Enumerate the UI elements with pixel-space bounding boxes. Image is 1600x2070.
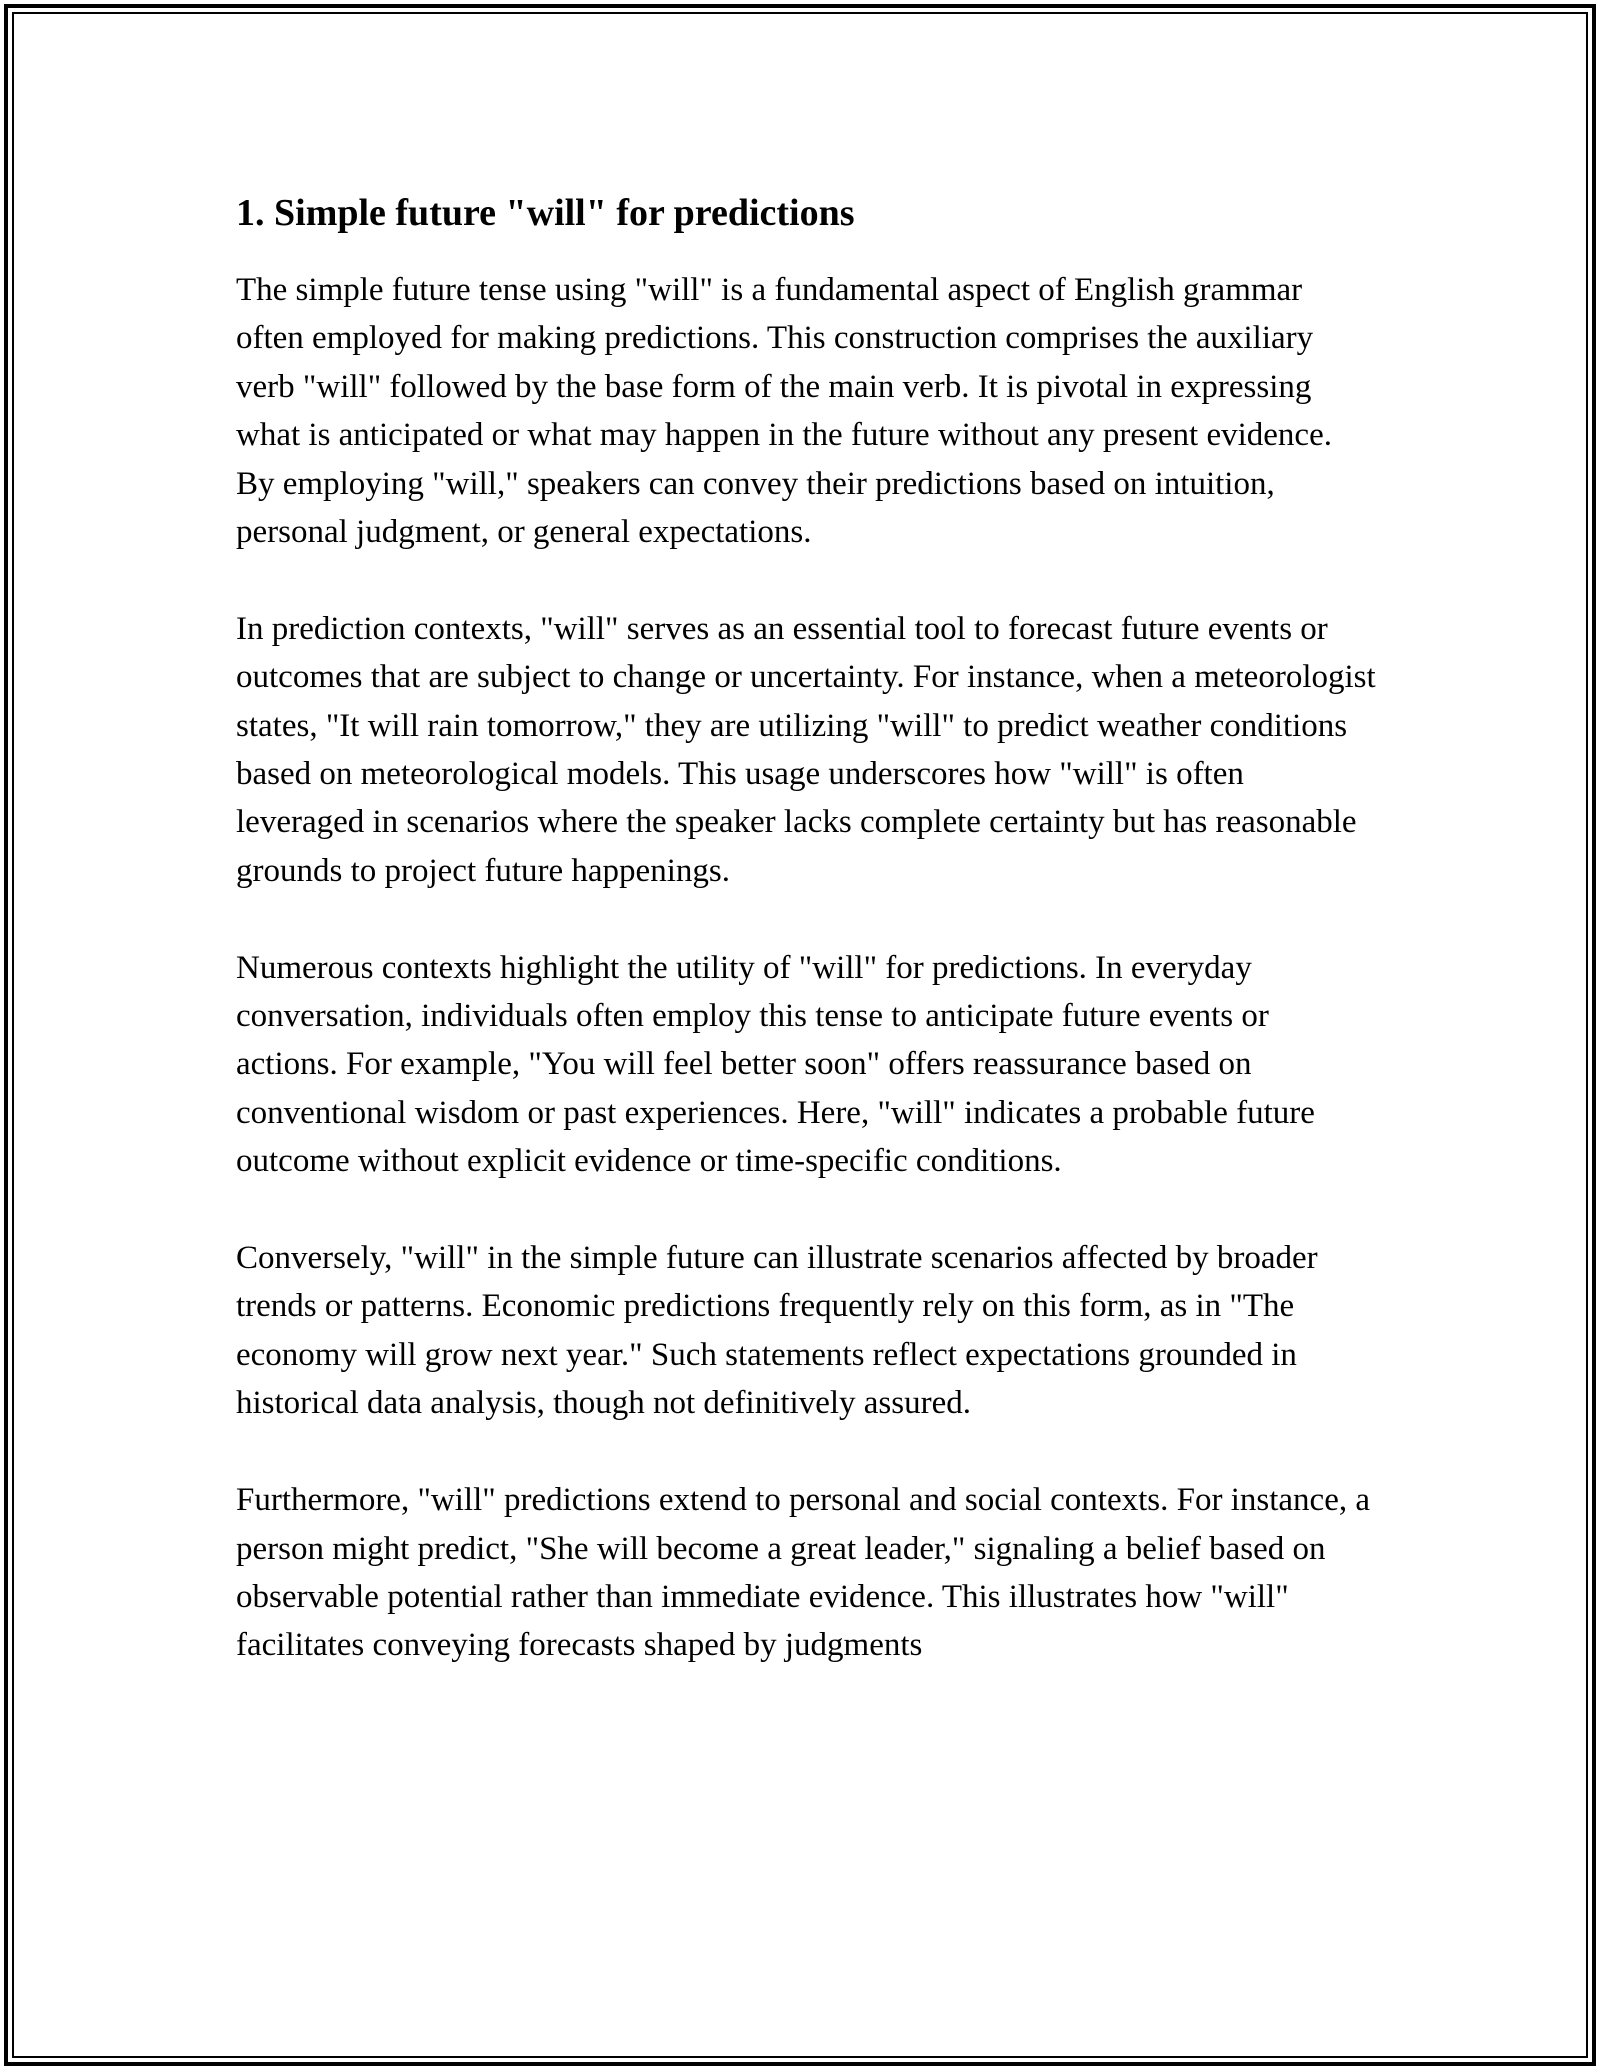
paragraph-4: Conversely, "will" in the simple future can illustrate scenarios affected by broader trends or patterns. Economic predictions frequently rely on this form, as in "The economy will grow next year." Such statements reflect expectations grounded in historical data analysis, though not definitively assured. bbox=[236, 1240, 1318, 1422]
paragraph-5: Furthermore, "will" predictions extend to personal and social contexts. For instance, a person might predict, "She will become a great leader," signaling a belief based on observable potential rather than immediate evidence. This illustrates how "will" facilitates conveying forecasts shaped by judgments bbox=[236, 1482, 1370, 1664]
document-body bbox=[236, 186, 1376, 1718]
paragraph-1: The simple future tense using "will" is a fundamental aspect of English grammar often employed for making predictions. This construction comprises the auxiliary verb "will" followed by the base form of the main verb. It is pivotal in expressing what is anticipated or what may happen in the future without any present evidence. By employing "will," speakers can convey their predictions based on intuition, personal judgment, or general expectations. bbox=[236, 272, 1332, 551]
paragraph-3: Numerous contexts highlight the utility of "will" for predictions. In everyday conversation, individuals often employ this tense to anticipate future events or actions. For example, "You will feel better soon" offers reassurance based on conventional wisdom or past experiences. Here, "will" indicates a probable future outcome without explicit evidence or time-specific conditions. bbox=[236, 949, 1315, 1180]
section-heading: 1. Simple future "will" for predictions bbox=[236, 192, 855, 234]
paragraph-2: In prediction contexts, "will" serves as an essential tool to forecast future events or outcomes that are subject to change or uncertainty. For instance, when a meteorologist states, "It will rain tomorrow," they are utilizing "will" to predict weather conditions based on meteorological models. This usage underscores how "will" is often leveraged in scenarios where the speaker lacks complete certainty but has reasonable grounds to project future happenings. bbox=[236, 610, 1376, 889]
